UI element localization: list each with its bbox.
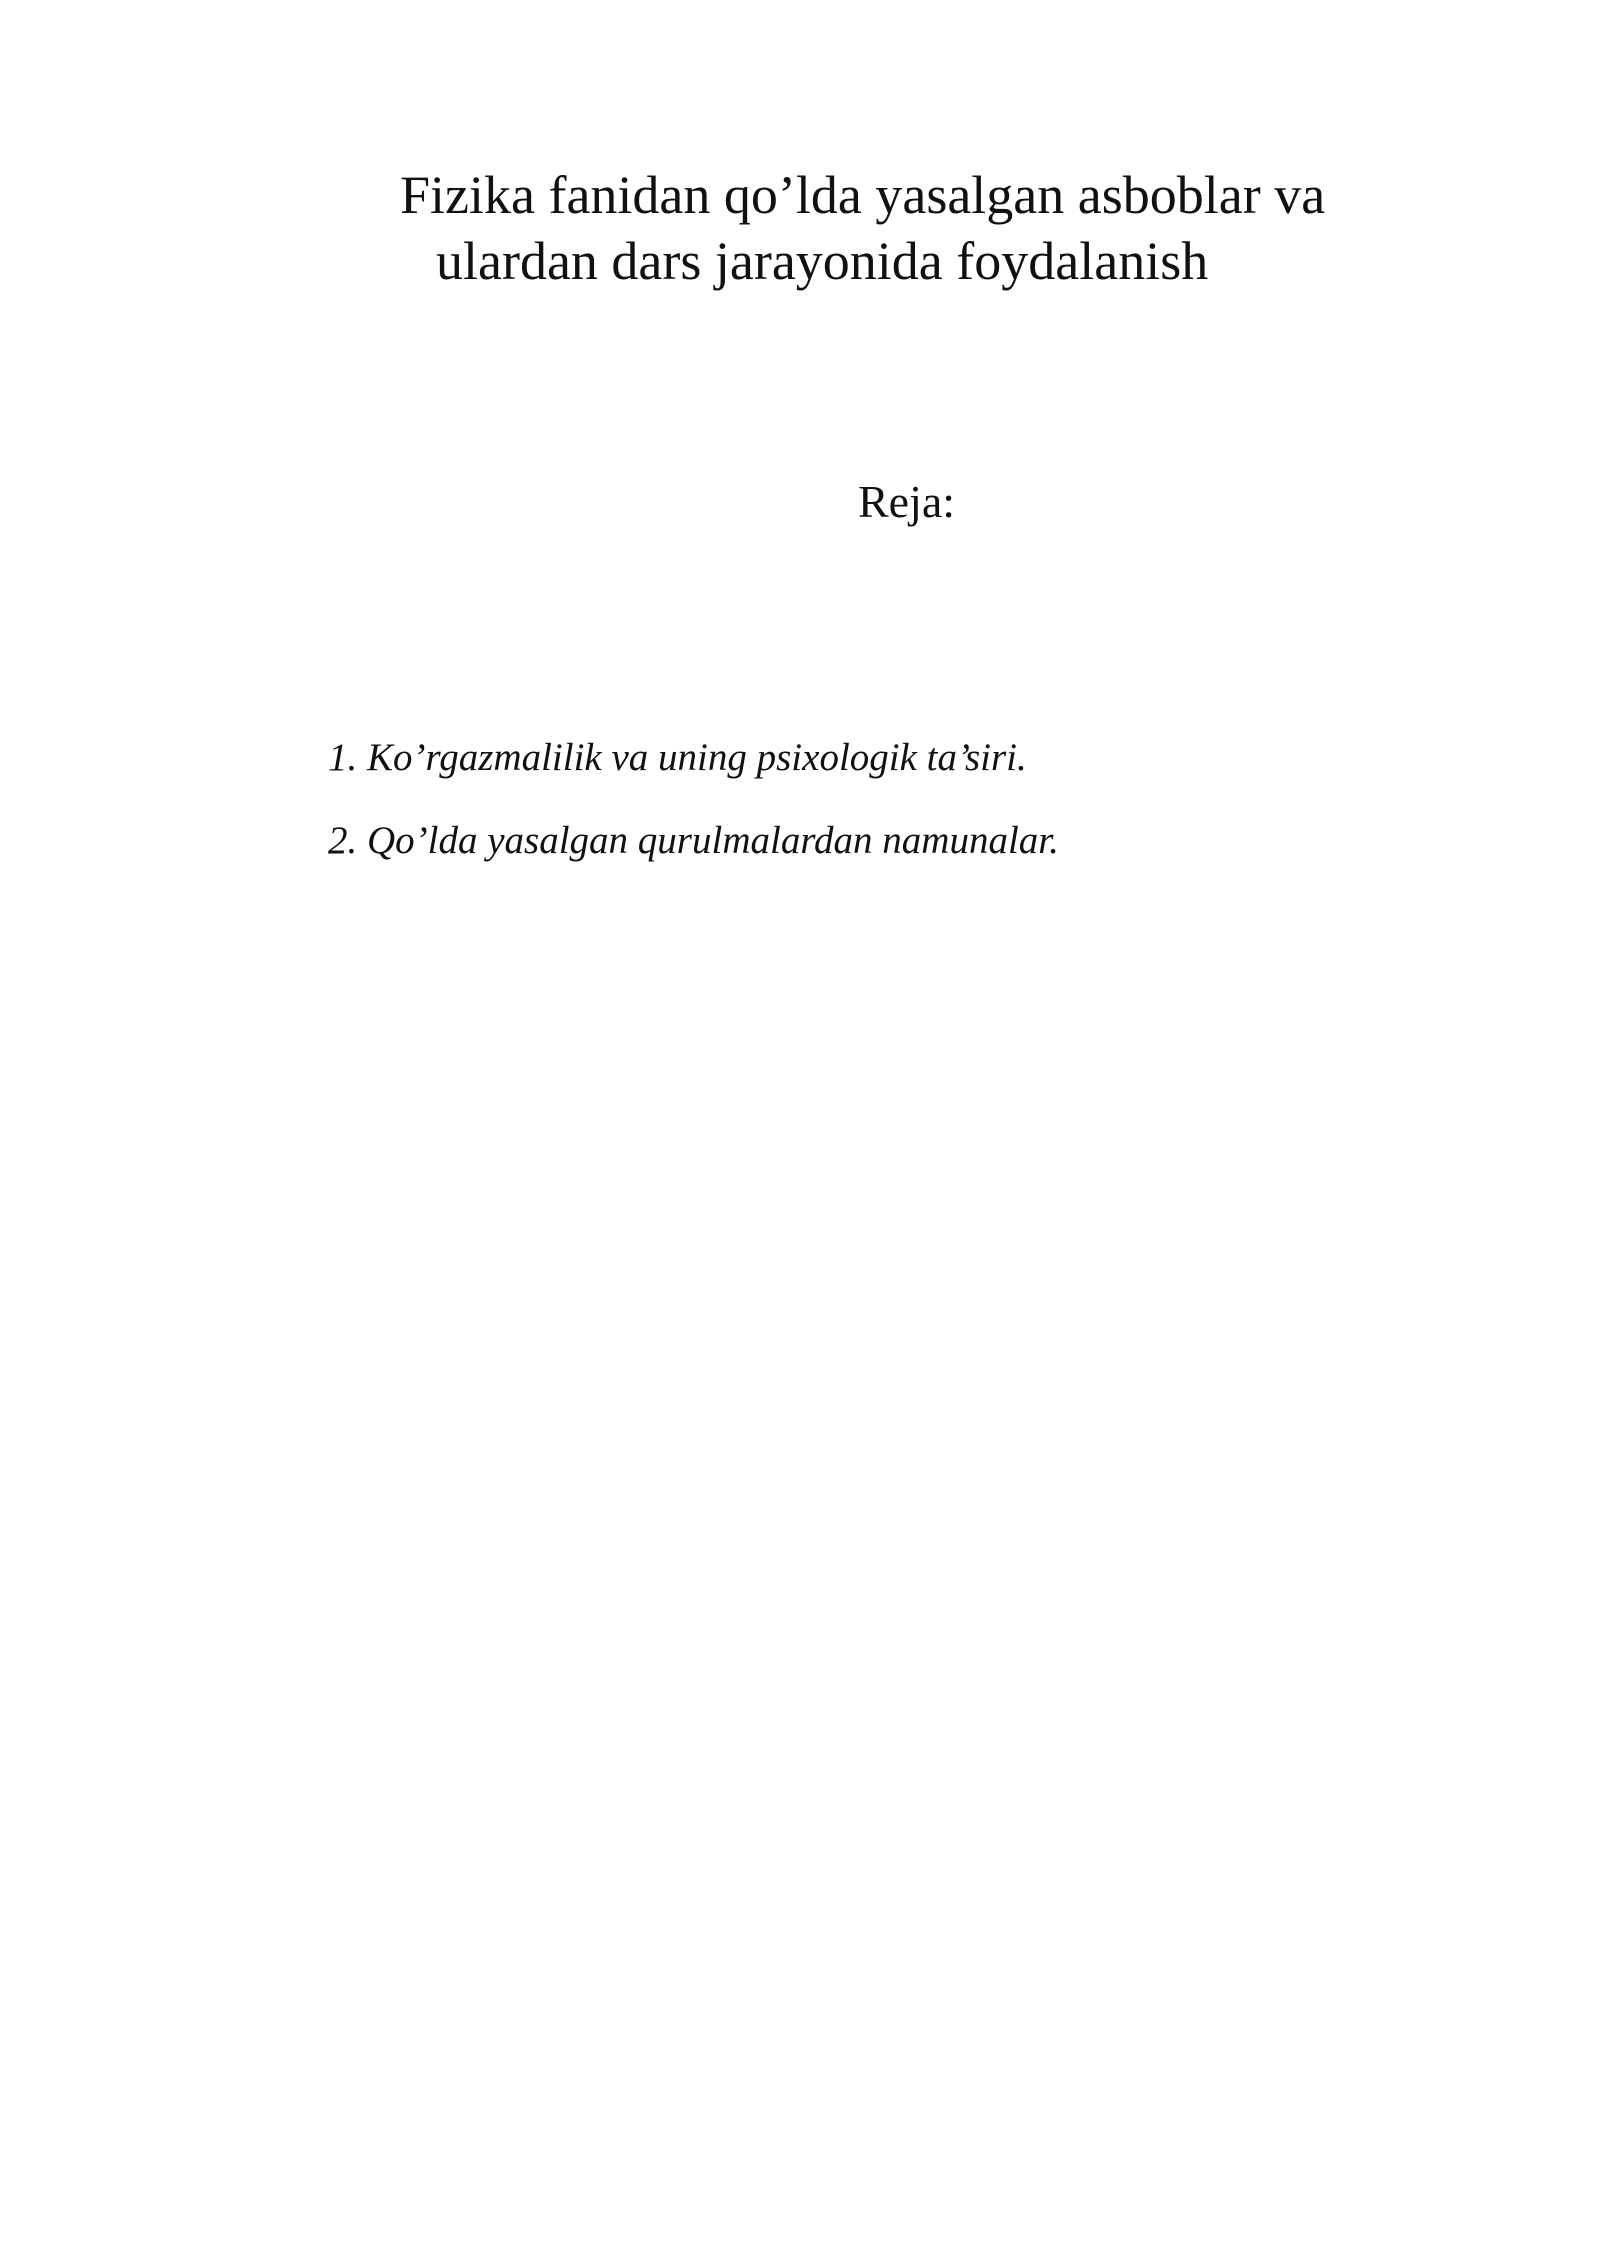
plan-heading: Reja:	[858, 476, 956, 527]
title-line-1: Fizika fanidan qo’lda yasalgan asboblar va	[400, 165, 1326, 225]
plan-item-2: 2. Qo’lda yasalgan qurulmalardan namunalar.	[328, 819, 1059, 862]
title-line-2: ulardan dars jarayonida foydalanish	[436, 231, 1209, 291]
plan-list	[328, 733, 1059, 899]
plan-item-1: 1. Ko’rgazmalilik va uning psixologik ta’siri.	[328, 736, 1027, 779]
